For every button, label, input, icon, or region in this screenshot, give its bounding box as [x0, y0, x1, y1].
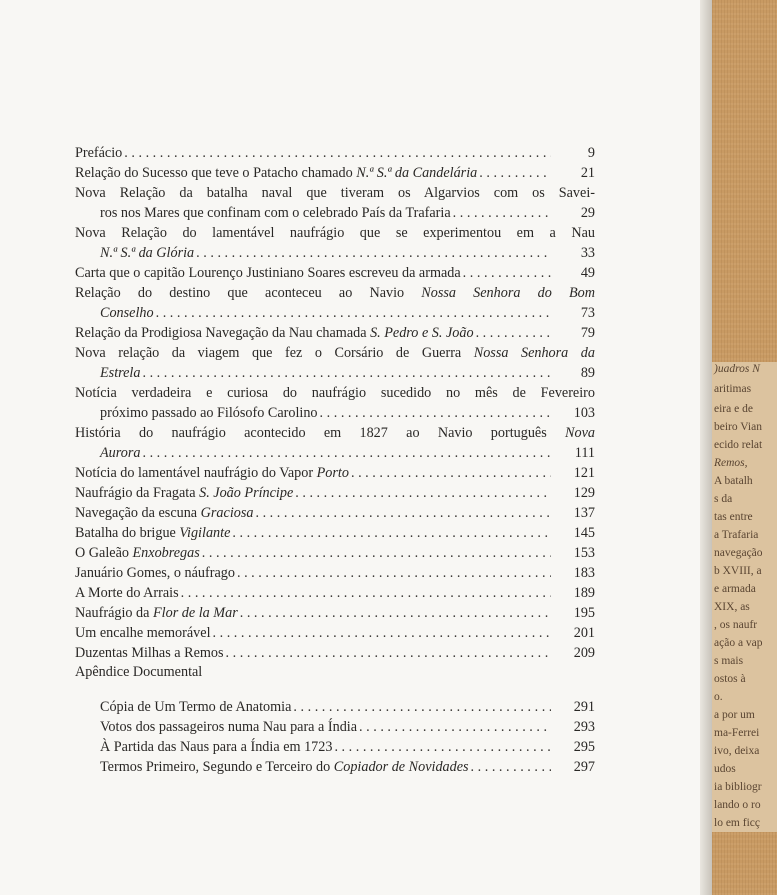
- toc-entry-line: [75, 603, 595, 623]
- cover-text-fragment: ma-Ferrei: [714, 727, 760, 739]
- toc-title-italic: S. Pedro e S. João: [370, 325, 474, 341]
- toc-title-text: Prefácio: [75, 145, 123, 161]
- toc-entry: [75, 283, 595, 323]
- toc-entry-title: [75, 623, 211, 643]
- toc-entry-title: [75, 543, 200, 563]
- cover-text-fragment: tas entre: [714, 511, 753, 523]
- toc-entry-title: [75, 263, 461, 283]
- toc-title-text: Naufrágio da Fragata: [75, 485, 200, 501]
- toc-title-text: A Morte do Arrais: [75, 585, 179, 601]
- page-number: 21: [580, 165, 595, 181]
- cover-text-fragment: ia bibliogr: [714, 781, 762, 793]
- page-number: 201: [573, 625, 595, 641]
- toc-entry: [75, 503, 595, 523]
- dot-leader: [334, 737, 551, 757]
- toc-title-italic: Copiador de Novidades: [333, 759, 469, 775]
- toc-entry-line: [75, 303, 595, 323]
- toc-title-italic: Conselho: [100, 305, 154, 321]
- toc-title-text: Termos Primeiro, Segundo e Terceiro do: [100, 759, 334, 775]
- cover-text-fragment: ivo, deixa: [714, 745, 760, 757]
- toc-title-italic: Nossa Senhora da: [473, 345, 595, 361]
- page-number: 293: [573, 719, 595, 735]
- toc-entry: [75, 563, 595, 583]
- toc-entry: [75, 383, 595, 423]
- cover-text-fragment: lo em ficç: [714, 817, 760, 829]
- page-number: 73: [580, 305, 595, 321]
- dot-leader: [156, 303, 551, 323]
- cover-text-fragment: aritimas: [714, 383, 752, 395]
- toc-entry-line: [100, 737, 595, 757]
- toc-title-text: Nova relação da viagem que fez o Corsário de Guerra: [75, 345, 474, 361]
- toc-entry-title: [75, 143, 122, 163]
- toc-title-italic: S. João Príncipe: [199, 485, 294, 501]
- toc-title-text: À Partida das Naus para a Índia em 1723: [100, 739, 333, 755]
- toc-entry-first-line: Nova Relação da batalha naval que tiveram os Algarvios com os Savei-: [75, 185, 595, 201]
- dot-leader: [471, 757, 551, 777]
- page-number: 183: [573, 565, 595, 581]
- toc-entry-line: [75, 443, 595, 463]
- dot-leader: [476, 323, 551, 343]
- toc-entry: [75, 143, 595, 163]
- toc-title-text: História do naufrágio acontecido em 1827 ao Navio português: [75, 425, 566, 441]
- appendix-entry: [100, 697, 595, 717]
- toc-title-italic: Flor de la Mar: [153, 605, 238, 621]
- toc-title-text: Cópia de Um Termo de Anatomia: [100, 699, 292, 715]
- toc-entry-line: [75, 583, 595, 603]
- cover-text-fragment: e armada: [714, 583, 756, 595]
- toc-entry: [75, 583, 595, 603]
- cover-text-fragment: lando o ro: [714, 799, 761, 811]
- toc-entry-line: [75, 203, 595, 223]
- toc-entry-line: [100, 697, 595, 717]
- book-cover-edge: [712, 0, 777, 895]
- cover-text-fragment: , os naufr: [714, 619, 758, 631]
- toc-entry-line: [75, 503, 595, 523]
- page-number: 121: [573, 465, 595, 481]
- toc-title-text: O Galeão: [75, 545, 133, 561]
- toc-entry-line: [75, 543, 595, 563]
- toc-entry-line: [75, 483, 595, 503]
- toc-title-text: Votos dos passageiros numa Nau para a Índia: [100, 719, 358, 735]
- toc-entry-title: [100, 363, 140, 383]
- toc-entry-title: [100, 403, 318, 423]
- cover-text-fragment: o.: [714, 691, 723, 703]
- toc-title-text: ros nos Mares que confinam com o celebrado País da Trafaria: [100, 205, 451, 221]
- dot-leader: [213, 623, 551, 643]
- toc-entry-title: [100, 203, 451, 223]
- toc-title-text: Notícia do lamentável naufrágio do Vapor: [75, 465, 317, 481]
- toc-entry-line: [75, 363, 595, 383]
- dot-leader: [240, 603, 551, 623]
- page-number: 89: [580, 365, 595, 381]
- cover-text-fragment: a por um: [714, 709, 755, 721]
- cover-text-fragment: eira e de: [714, 403, 753, 415]
- toc-entry-line: [100, 717, 595, 737]
- toc-entry-line: [75, 523, 595, 543]
- toc-title-italic: N.ª S.ª da Glória: [100, 245, 195, 261]
- page-number: 79: [580, 325, 595, 341]
- toc-entry-first-line: Notícia verdadeira e curiosa do naufrágio sucedido no mês de Fevereiro: [75, 385, 595, 401]
- dot-leader: [142, 363, 551, 383]
- page-number: 103: [573, 405, 595, 421]
- toc-entry-title: [100, 303, 154, 323]
- toc-title-text: Carta que o capitão Lourenço Justiniano Soares escreveu da armada: [75, 265, 461, 281]
- toc-entry: [75, 483, 595, 503]
- dot-leader: [124, 143, 551, 163]
- page-number: 295: [573, 739, 595, 755]
- toc-entry: [75, 263, 595, 283]
- toc-entry-title: [100, 717, 357, 737]
- toc-entry-title: [75, 583, 179, 603]
- cover-text-fragment: b XVIII, a: [714, 565, 762, 577]
- toc-title-italic: Graciosa: [200, 505, 254, 521]
- toc-entry: [75, 163, 595, 183]
- dot-leader: [181, 583, 551, 603]
- cover-text-fragment: )uadros N: [714, 363, 760, 375]
- toc-title-text: Relação do destino que aconteceu ao Navio: [75, 285, 422, 301]
- toc-entry-first-line: [75, 283, 595, 303]
- toc-title-text: Navegação da escuna: [75, 505, 201, 521]
- toc-entry-line: [75, 563, 595, 583]
- appendix-entry: [100, 717, 595, 737]
- toc-entry-title: [75, 603, 238, 623]
- toc-entry-title: [100, 697, 291, 717]
- toc-title-text: Januário Gomes, o náufrago: [75, 565, 235, 581]
- dot-leader: [351, 463, 551, 483]
- toc-title-italic: Aurora: [100, 445, 141, 461]
- dot-leader: [453, 203, 551, 223]
- toc-title-italic: Nova: [565, 425, 595, 441]
- toc-entry-title: [100, 443, 140, 463]
- dot-leader: [479, 163, 551, 183]
- toc-title-italic: Porto: [316, 465, 349, 481]
- cover-text-fragment: s da: [714, 493, 733, 505]
- page-number: 195: [573, 605, 595, 621]
- toc-entry-line: [75, 323, 595, 343]
- toc-title-text: Relação da Prodigiosa Navegação da Nau chamada: [75, 325, 371, 341]
- toc-title-text: Um encalhe memorável: [75, 625, 211, 641]
- toc-entry-title: [75, 323, 474, 343]
- toc-title-text: Batalha do brigue: [75, 525, 180, 541]
- toc-entry-line: [75, 643, 595, 663]
- toc-entry: [75, 543, 595, 563]
- page-number: 297: [573, 759, 595, 775]
- toc-title-italic: Estrela: [100, 365, 141, 381]
- toc-entry-line: [75, 463, 595, 483]
- toc-entry-line: [75, 623, 595, 643]
- toc-entry-title: [75, 483, 293, 503]
- dot-leader: [320, 403, 551, 423]
- dot-leader: [359, 717, 551, 737]
- cover-text-fragment: a Trafaria: [714, 529, 759, 541]
- toc-entry-title: [75, 563, 235, 583]
- toc-entry-line: [75, 163, 595, 183]
- cover-text-fragment: XIX, as: [714, 601, 750, 613]
- toc-entry-title: [100, 757, 469, 777]
- toc-title-italic: Enxobregas: [132, 545, 200, 561]
- cover-text-fragment: ecido relat: [714, 439, 763, 451]
- toc-entry-line: [75, 143, 595, 163]
- dot-leader: [202, 543, 551, 563]
- toc-entry-first-line: [75, 423, 595, 443]
- cover-text-fragment: udos: [714, 763, 736, 775]
- dot-leader: [293, 697, 551, 717]
- page-number: 129: [573, 485, 595, 501]
- toc-title-italic: Nossa Senhora do Bom: [421, 285, 595, 301]
- toc-entry-title: [75, 503, 253, 523]
- toc-entry-line: [100, 757, 595, 777]
- toc-entry-line: [75, 263, 595, 283]
- toc-entry: [75, 183, 595, 223]
- dot-leader: [463, 263, 551, 283]
- dot-leader: [255, 503, 551, 523]
- page-number: 137: [573, 505, 595, 521]
- toc-entry-title: [75, 163, 477, 183]
- toc-entry: [75, 623, 595, 643]
- page-number: 189: [573, 585, 595, 601]
- toc-title-italic: Vigilante: [179, 525, 231, 541]
- dot-leader: [196, 243, 551, 263]
- toc-entry-title: [100, 243, 194, 263]
- toc-entry: [75, 463, 595, 483]
- toc-entry-title: [75, 643, 224, 663]
- toc-entry-title: [75, 523, 230, 543]
- toc-title-text: Relação do Sucesso que teve o Patacho chamado: [75, 165, 357, 181]
- page-number: 9: [587, 145, 595, 161]
- toc-entry-title: [75, 463, 349, 483]
- cover-text-fragment: ostos à: [714, 673, 746, 685]
- page-number: 29: [580, 205, 595, 221]
- appendix-entry: [100, 737, 595, 757]
- dot-leader: [232, 523, 551, 543]
- toc-entry: [75, 343, 595, 383]
- appendix-entry: [100, 757, 595, 777]
- toc-entry: [75, 603, 595, 623]
- page-gutter-shadow: [700, 0, 712, 895]
- toc-title-text: próximo passado ao Filósofo Carolino: [100, 405, 318, 421]
- dot-leader: [226, 643, 551, 663]
- toc-entry-first-line: [75, 343, 595, 363]
- cover-text-fragment: beiro Vian: [714, 421, 762, 433]
- toc-title-italic: N.ª S.ª da Candelária: [356, 165, 478, 181]
- toc-entry-title: [100, 737, 332, 757]
- cover-text-fragment: navegação: [714, 547, 763, 559]
- toc-title-text: Naufrágio da: [75, 605, 153, 621]
- toc-entry: [75, 423, 595, 463]
- toc-entry-first-line: Nova Relação do lamentável naufrágio que se experimentou em a Nau: [75, 225, 595, 241]
- toc-entry: [75, 223, 595, 263]
- cover-text-fragment: A batalh: [714, 475, 753, 487]
- toc-entry-line: [75, 403, 595, 423]
- cover-text-fragment: ação a vap: [714, 637, 763, 649]
- cover-text-fragment: Remos,: [714, 457, 748, 469]
- toc-entry: [75, 643, 595, 663]
- cover-text-fragment: s mais: [714, 655, 744, 667]
- toc-entry: [75, 323, 595, 343]
- toc-entry-line: [75, 243, 595, 263]
- dot-leader: [237, 563, 551, 583]
- dot-leader: [295, 483, 551, 503]
- toc-entry: [75, 523, 595, 543]
- page-number: 111: [574, 445, 595, 461]
- appendix-heading: Apêndice Documental: [75, 664, 203, 680]
- page-number: 153: [573, 545, 595, 561]
- page-number: 209: [573, 645, 595, 661]
- dot-leader: [142, 443, 551, 463]
- page-number: 145: [573, 525, 595, 541]
- page-number: 291: [573, 699, 595, 715]
- page-number: 33: [580, 245, 595, 261]
- toc-title-text: Duzentas Milhas a Remos: [75, 645, 224, 661]
- page-number: 49: [580, 265, 595, 281]
